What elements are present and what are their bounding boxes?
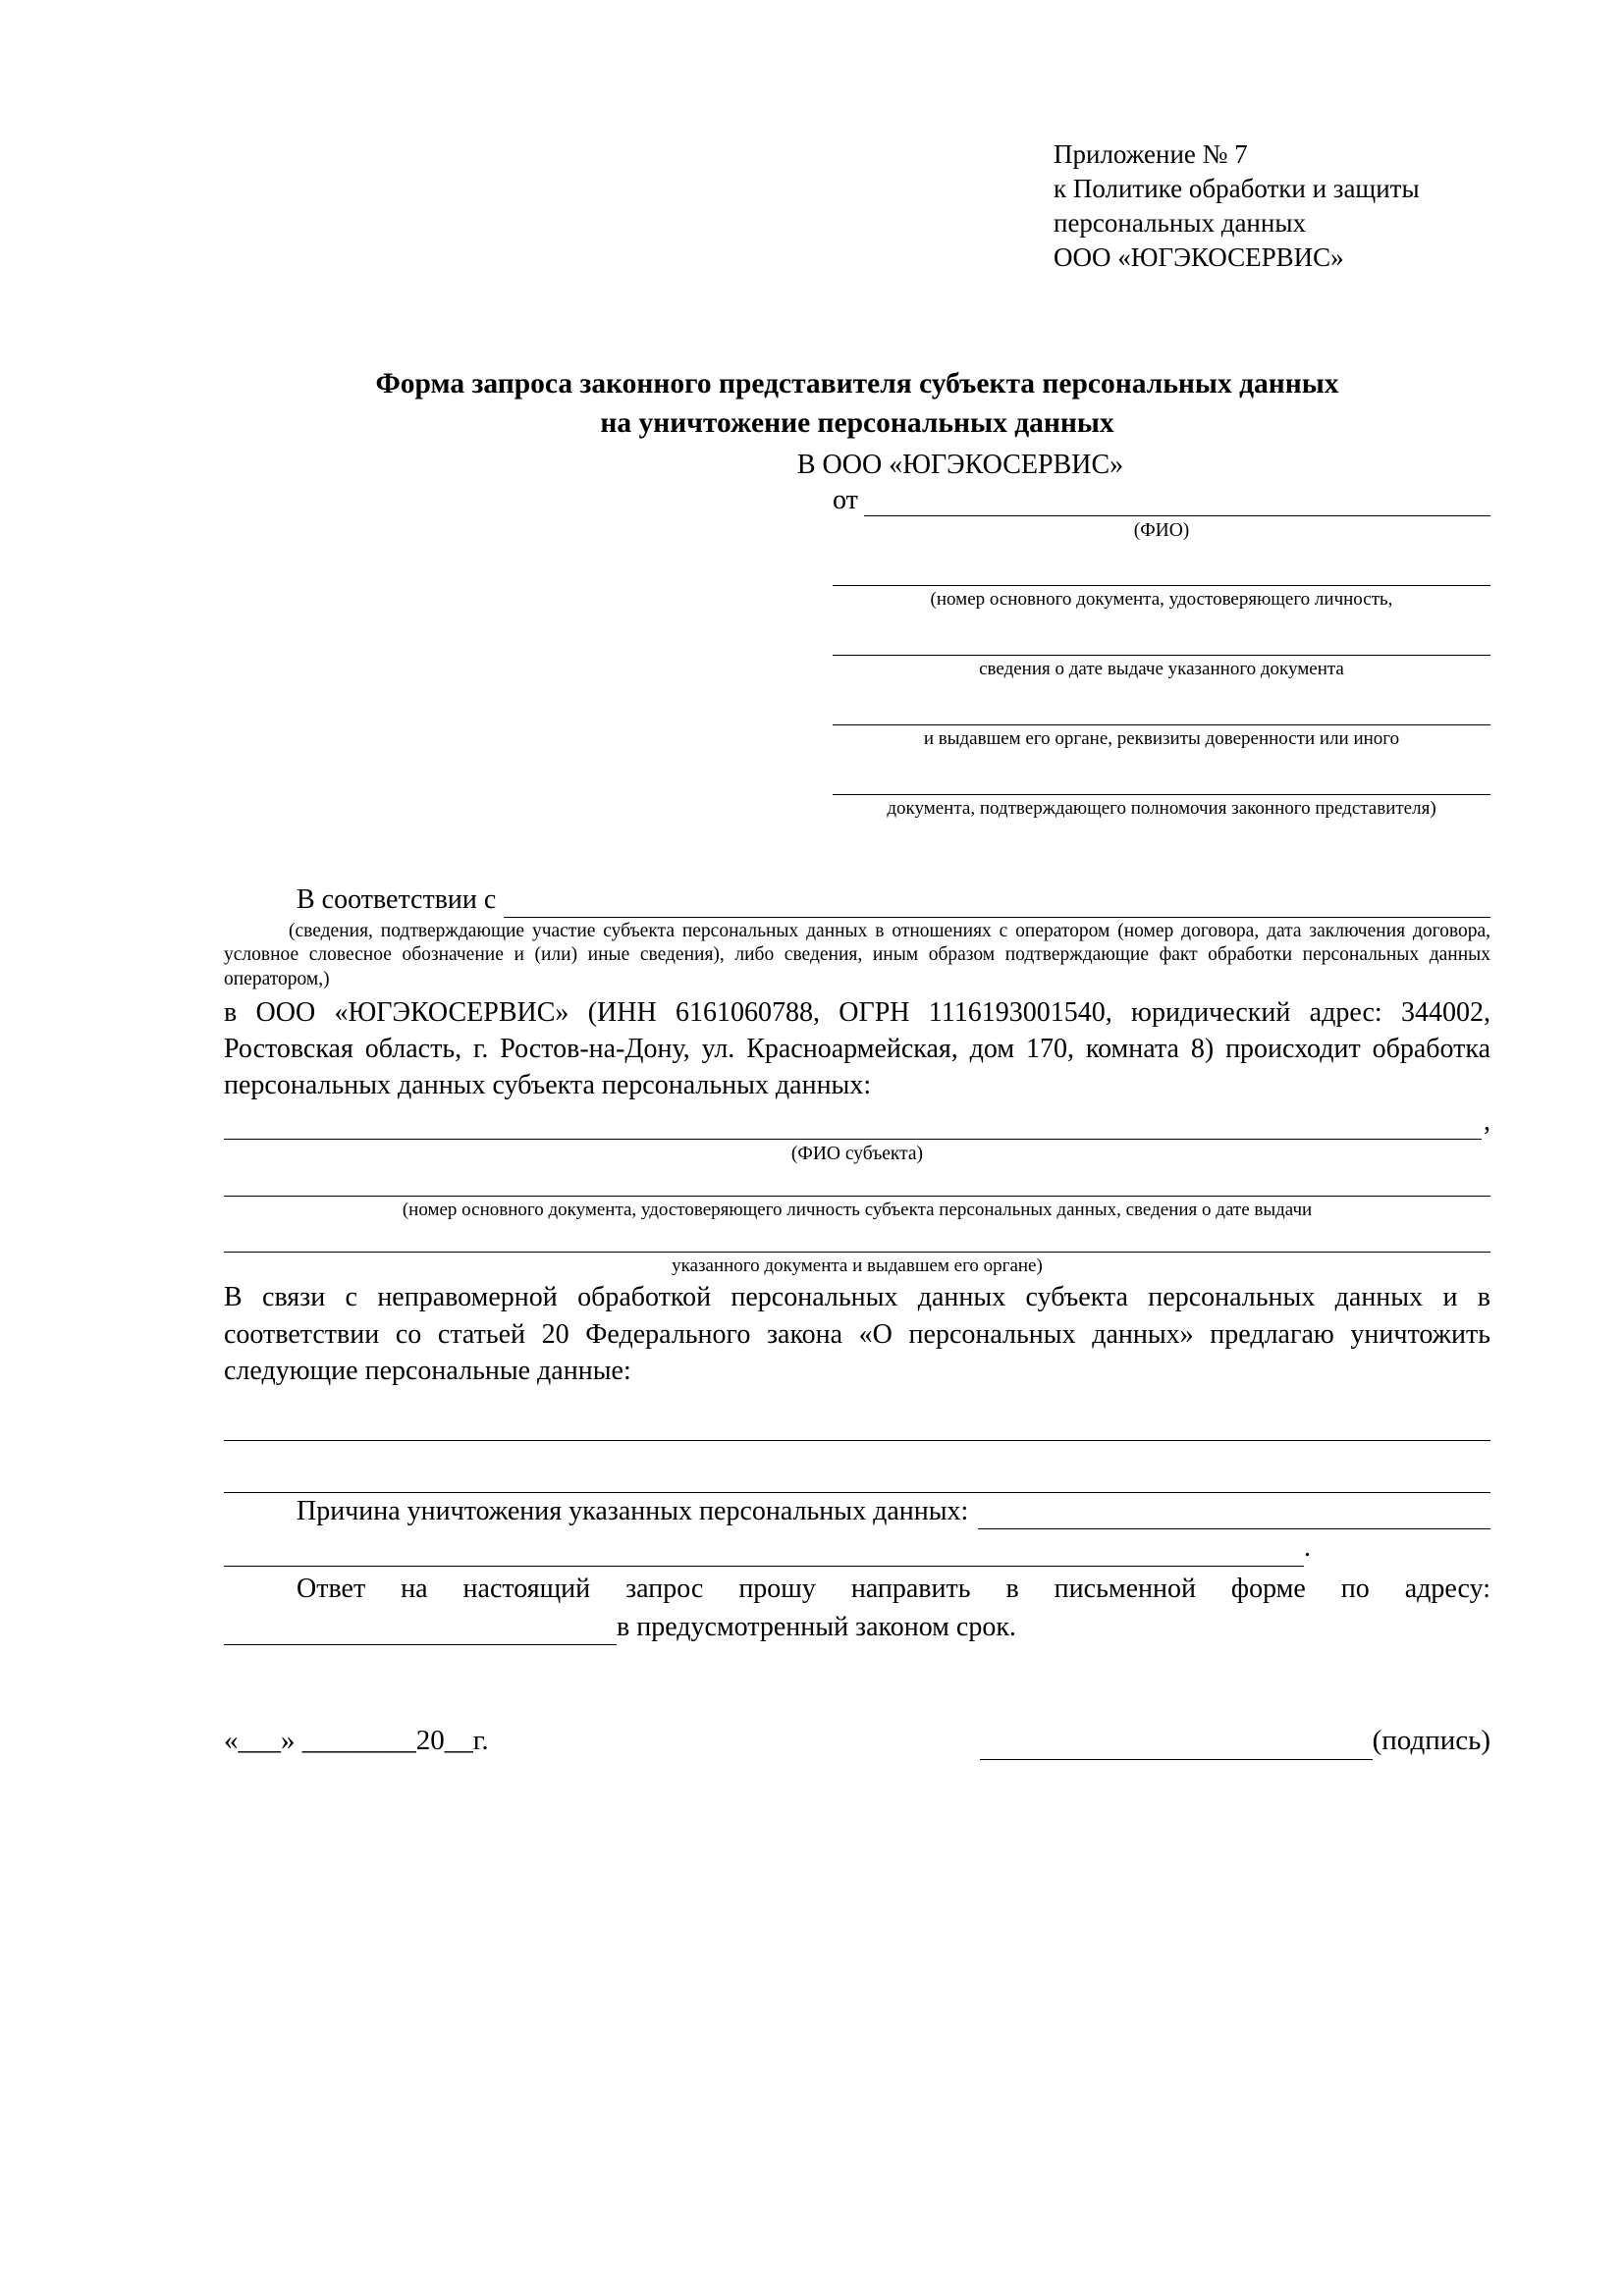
from-block (833, 485, 1490, 821)
subject-fio-row (224, 1103, 1490, 1140)
from-doc-field-4[interactable] (833, 769, 1490, 795)
data-to-destroy-field-1[interactable] (224, 1411, 1490, 1441)
caption-subject-doc-2: указанного документа и выдавшем его органе) (672, 1255, 1043, 1276)
caption-doc-3: и выдавшем его органе, реквизиты доверенности или иного (923, 727, 1400, 749)
subject-doc-field-1[interactable] (224, 1166, 1490, 1197)
caption-subject-fio: (ФИО субъекта) (790, 1144, 924, 1165)
data-to-destroy-field-2[interactable] (224, 1463, 1490, 1493)
answer-tail: в предусмотренный законом срок. (617, 1611, 1016, 1642)
document-content (224, 137, 1490, 1760)
accordance-field[interactable] (504, 892, 1490, 918)
from-doc-field-1[interactable] (833, 560, 1490, 586)
caption-subject-doc-1: (номер основного документа, удостоверяющего личность субъекта персональных данных, сведения о дате выдачи (402, 1199, 1313, 1220)
appendix-header (1054, 137, 1490, 275)
appendix-line-2: к Политике обработки и защиты (1054, 174, 1420, 204)
fineprint-text: (сведения, подтверждающие участие субъекта персональных данных в отношениях с оператором (номер договора, дата заключения договора, условное словесное обозначение и (или) иные сведения), либо сведения, иным образом подтверждающие факт обработки персональных данных оператором,) (224, 920, 1490, 989)
addressee-line: В ООО «ЮГЭКОСЕРВИС» (796, 450, 1124, 480)
page-title (224, 365, 1490, 444)
from-doc-field-2[interactable] (833, 629, 1490, 656)
from-fio-field[interactable] (864, 491, 1490, 516)
from-doc-field-3[interactable] (833, 699, 1490, 725)
appendix-line-1: Приложение № 7 (1054, 139, 1248, 169)
accordance-row (224, 881, 1490, 918)
title-line-1: Форма запроса законного представителя субъекта персональных данных (375, 368, 1339, 400)
caption-doc-2: сведения о дате выдаче указанного документа (979, 659, 1344, 680)
caption-doc-1: (номер основного документа, удостоверяющего личность, (930, 589, 1393, 611)
accordance-label: В соответствии с (297, 883, 497, 915)
reason-row-2 (224, 1529, 1490, 1566)
signature-block (224, 1722, 1490, 1760)
caption-doc-4: документа, подтверждающего полномочия законного представителя) (887, 797, 1436, 819)
reason-label: Причина уничтожения указанных персональных данных: (297, 1496, 969, 1527)
subject-fio-comma: , (1484, 1106, 1490, 1138)
body-block (224, 881, 1490, 1760)
date-line[interactable]: «___» ________20__г. (224, 1725, 489, 1757)
from-row (833, 485, 1490, 516)
reason-row (224, 1493, 1490, 1529)
spacer-2 (224, 1441, 1490, 1463)
answer-address-field[interactable] (224, 1619, 617, 1645)
reason-field-2[interactable] (224, 1540, 1304, 1567)
signature-label: (подпись) (1372, 1725, 1490, 1757)
caption-fio: (ФИО) (1133, 520, 1190, 541)
answer-address-row (224, 1609, 1490, 1645)
answer-paragraph: Ответ на настоящий запрос прошу направить в письменной форме по адресу: (297, 1573, 1490, 1604)
appendix-line-4: ООО «ЮГЭКОСЕРВИС» (1054, 242, 1344, 273)
accordance-fineprint (224, 920, 1490, 992)
request-paragraph: В связи с неправомерной обработкой персональных данных субъекта персональных данных и в соответствии со статьей 20 Федерального закона «О персональных данных» предлагаю уничтожить следующие персональные данные: (224, 1282, 1490, 1386)
signature-field[interactable] (980, 1734, 1373, 1760)
operator-paragraph: в ООО «ЮГЭКОСЕРВИС» (ИНН 6161060788, ОГРН 1116193001540, юридический адрес: 344002, Ростовская область, г. Ростов-на-Дону, ул. Красноармейская, дом 170, комната 8) происходит обработка персональных данных субъекта персональных данных: (224, 996, 1490, 1100)
reason-period: . (1304, 1532, 1311, 1564)
reason-field-1[interactable] (978, 1504, 1490, 1529)
spacer-1 (224, 1389, 1490, 1411)
title-line-2: на уничтожение персональных данных (600, 407, 1114, 440)
appendix-line-3: персональных данных (1054, 208, 1306, 239)
subject-fio-field[interactable] (224, 1113, 1482, 1140)
from-label: от (833, 485, 858, 515)
subject-doc-field-2[interactable] (224, 1222, 1490, 1253)
